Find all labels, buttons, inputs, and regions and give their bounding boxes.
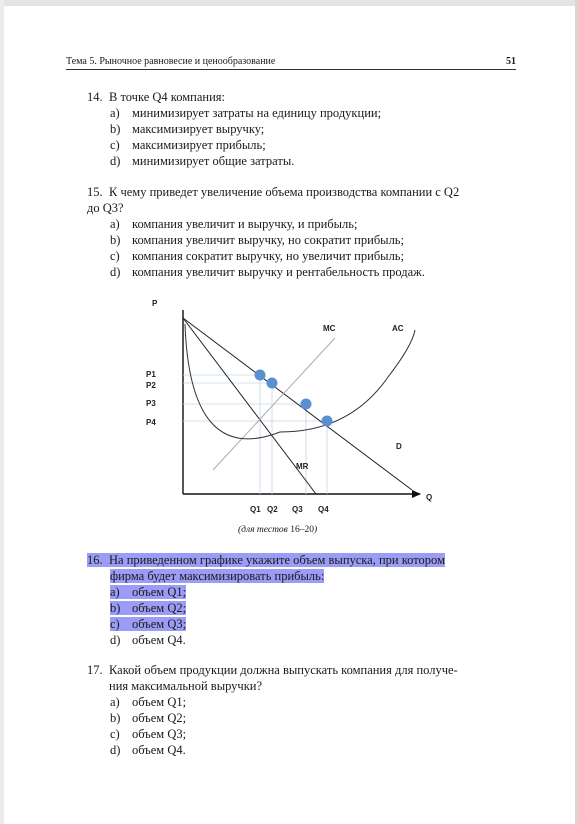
question-number: 17. bbox=[87, 663, 103, 677]
option-letter: c) bbox=[110, 249, 120, 263]
firm-cost-revenue-diagram bbox=[140, 292, 440, 517]
option-letter: a) bbox=[110, 217, 120, 231]
option-text: объем Q2; bbox=[132, 711, 187, 725]
option-text: компания увеличит выручку и рентабельность продаж. bbox=[132, 265, 425, 279]
p3-q3-marker bbox=[301, 399, 312, 410]
option-14-c bbox=[110, 138, 266, 154]
option-15-b bbox=[110, 233, 404, 249]
option-letter: b) bbox=[110, 233, 121, 247]
option-text: объем Q2; bbox=[132, 601, 187, 615]
page-edge-left bbox=[0, 0, 4, 824]
q3-label: Q3 bbox=[292, 505, 303, 514]
question-number: 14. bbox=[87, 90, 103, 104]
selected-text[interactable] bbox=[87, 553, 445, 567]
option-letter: a) bbox=[110, 695, 120, 709]
option-17-c bbox=[110, 727, 186, 743]
option-15-c bbox=[110, 249, 404, 265]
option-text: максимизирует прибыль; bbox=[132, 138, 266, 152]
option-text: объем Q4. bbox=[132, 743, 186, 757]
option-text: объем Q3; bbox=[132, 617, 187, 631]
selected-text[interactable] bbox=[110, 617, 186, 631]
p4-q4-marker bbox=[322, 416, 333, 427]
selected-text[interactable] bbox=[110, 601, 186, 615]
question-14 bbox=[87, 90, 527, 106]
question-17-continued bbox=[87, 679, 527, 695]
option-letter: b) bbox=[110, 122, 121, 136]
option-text: объем Q1; bbox=[132, 695, 187, 709]
option-15-d bbox=[110, 265, 425, 281]
point-markers bbox=[255, 370, 333, 427]
option-14-a bbox=[110, 106, 381, 122]
option-text: максимизирует выручку; bbox=[132, 122, 265, 136]
option-letter: b) bbox=[110, 601, 121, 615]
question-text: К чему приведет увеличение объема производства компании с Q2 bbox=[109, 185, 460, 199]
option-letter: c) bbox=[110, 138, 120, 152]
selected-text[interactable]: фирма будет максимизировать прибыль: bbox=[110, 569, 325, 583]
header-title: Тема 5. Рыночное равновесие и ценообразование bbox=[66, 56, 276, 67]
x-axis-label: Q bbox=[426, 493, 433, 502]
caption-suffix: ) bbox=[313, 525, 318, 535]
caption-prefix: (для тестов bbox=[238, 525, 291, 535]
question-15 bbox=[87, 185, 527, 201]
option-letter: d) bbox=[110, 154, 121, 168]
p4-label: P4 bbox=[146, 418, 156, 427]
p1-q1-marker bbox=[255, 370, 266, 381]
question-text: В точке Q4 компания: bbox=[109, 90, 226, 104]
q1-label: Q1 bbox=[250, 505, 261, 514]
option-text: минимизирует общие затраты. bbox=[132, 154, 295, 168]
question-text: ния максимальной выручки? bbox=[109, 679, 263, 693]
average-cost-curve bbox=[185, 324, 415, 439]
option-text: объем Q3; bbox=[132, 727, 187, 741]
question-number: 16. bbox=[87, 553, 103, 567]
question-17 bbox=[87, 663, 527, 679]
question-text: до Q3? bbox=[87, 201, 124, 215]
option-letter: d) bbox=[110, 265, 121, 279]
option-text: объем Q4. bbox=[132, 633, 186, 647]
option-17-a bbox=[110, 695, 186, 711]
question-number: 15. bbox=[87, 185, 103, 199]
mr-curve-label: MR bbox=[296, 462, 309, 471]
option-text: минимизирует затраты на единицу продукции; bbox=[132, 106, 382, 120]
p3-label: P3 bbox=[146, 399, 156, 408]
option-15-a bbox=[110, 217, 357, 233]
option-letter: a) bbox=[110, 106, 120, 120]
option-letter: c) bbox=[110, 727, 120, 741]
q2-label: Q2 bbox=[267, 505, 278, 514]
figure-caption bbox=[238, 525, 317, 535]
option-text: компания сократит выручку, но увеличит прибыль; bbox=[132, 249, 404, 263]
x-axis-arrow-icon bbox=[412, 490, 421, 498]
option-letter: c) bbox=[110, 617, 120, 631]
caption-range: 16–20 bbox=[290, 525, 314, 535]
question-16 bbox=[87, 553, 527, 569]
option-text: компания увеличит и выручку, и прибыль; bbox=[132, 217, 358, 231]
option-14-d bbox=[110, 154, 294, 170]
option-letter: b) bbox=[110, 711, 121, 725]
header-rule bbox=[66, 69, 516, 70]
option-14-b bbox=[110, 122, 264, 138]
d-curve-label: D bbox=[396, 442, 402, 451]
page-edge-top bbox=[0, 0, 578, 6]
option-17-d bbox=[110, 743, 186, 759]
mc-curve-label: MC bbox=[323, 324, 336, 333]
option-16-c bbox=[110, 617, 186, 633]
question-text: На приведенном графике укажите объем выпуска, при котором bbox=[109, 553, 445, 567]
option-17-b bbox=[110, 711, 186, 727]
option-letter: a) bbox=[110, 585, 120, 599]
option-letter: d) bbox=[110, 633, 121, 647]
option-letter: d) bbox=[110, 743, 121, 757]
option-text: компания увеличит выручку, но сократит прибыль; bbox=[132, 233, 404, 247]
y-axis-label: P bbox=[152, 299, 158, 308]
option-16-a bbox=[110, 585, 186, 601]
p2-q2-marker bbox=[267, 378, 278, 389]
p2-label: P2 bbox=[146, 381, 156, 390]
option-text: объем Q1; bbox=[132, 585, 187, 599]
question-16-continued bbox=[110, 569, 324, 585]
option-16-b bbox=[110, 601, 186, 617]
option-16-d bbox=[110, 633, 186, 649]
question-text: Какой объем продукции должна выпускать компания для получе- bbox=[109, 663, 458, 677]
page-number: 51 bbox=[506, 56, 516, 67]
p1-label: P1 bbox=[146, 370, 156, 379]
q4-label: Q4 bbox=[318, 505, 329, 514]
question-15-continued bbox=[87, 201, 527, 217]
selected-text[interactable] bbox=[110, 585, 186, 599]
ac-curve-label: AC bbox=[392, 324, 404, 333]
quantity-guide-lines bbox=[260, 375, 327, 494]
